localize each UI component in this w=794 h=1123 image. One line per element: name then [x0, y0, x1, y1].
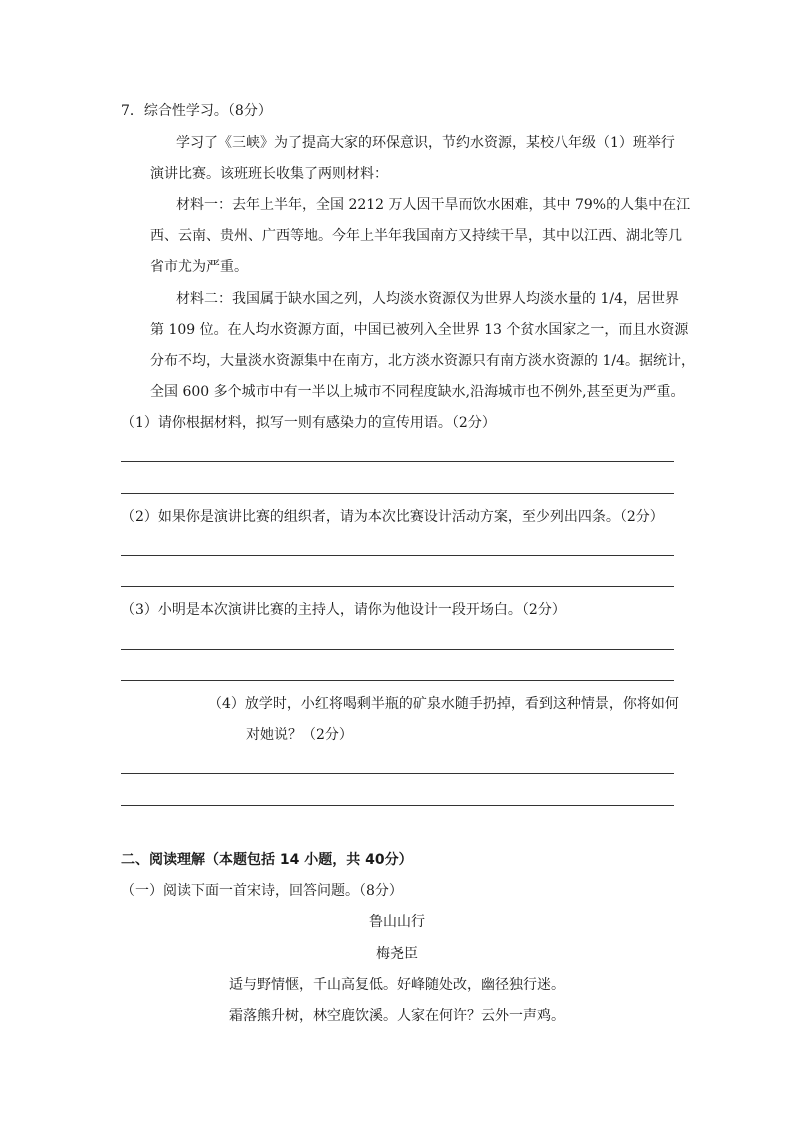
sub-question-4-line-1: （4）放学时，小红将喝剩半瓶的矿泉水随手扔掉，看到这种情景，你将如何 — [208, 696, 679, 712]
sub-question-4-line-2: 对她说？（2分） — [246, 727, 353, 743]
answer-line[interactable] — [121, 649, 674, 650]
answer-line[interactable] — [121, 461, 674, 462]
answer-line[interactable] — [121, 805, 674, 806]
poem-line-1: 适与野情惬，千山高复低。好峰随处改，幽径独行迷。 — [229, 977, 565, 993]
material-1-line-2: 西、云南、贵州、广西等地。今年上半年我国南方又持续干旱，其中以江西、湖北等几 — [150, 228, 682, 244]
question-7-intro-line-2: 演讲比赛。该班班长收集了两则材料： — [150, 166, 388, 182]
answer-line[interactable] — [121, 493, 674, 494]
material-1-line-1: 材料一：去年上半年，全国 2212 万人因干旱而饮水困难，其中 79%的人集中在江 — [176, 197, 691, 213]
material-2-line-1: 材料二：我国属于缺水国之列，人均淡水资源仅为世界人均淡水量的 1/4，居世界 — [176, 291, 679, 307]
section-2-part-1-instruction: （一）阅读下面一首宋诗，回答问题。（8分） — [121, 883, 403, 899]
question-7-intro-line-1: 学习了《三峡》为了提高大家的环保意识，节约水资源，某校八年级（1）班举行 — [176, 135, 675, 151]
material-2-line-2: 第 109 位。在人均水资源方面，中国已被列入全世界 13 个贫水国家之一，而且水资源 — [150, 322, 689, 338]
poem-author: 梅尧臣 — [376, 946, 418, 962]
material-2-line-3: 分布不均，大量淡水资源集中在南方，北方淡水资源只有南方淡水资源的 1/4。据统计， — [150, 353, 695, 369]
poem-title: 鲁山山行 — [369, 914, 425, 930]
section-2-heading: 二、阅读理解（本题包括 14 小题，共 40分） — [121, 852, 413, 868]
answer-line[interactable] — [121, 555, 674, 556]
answer-line[interactable] — [121, 586, 674, 587]
question-7-heading: 7．综合性学习。（8分） — [121, 103, 272, 119]
material-1-line-3: 省市尤为严重。 — [150, 259, 248, 275]
answer-line[interactable] — [121, 680, 674, 681]
sub-question-1: （1）请你根据材料，拟写一则有感染力的宣传用语。（2分） — [121, 415, 496, 431]
answer-line[interactable] — [121, 773, 674, 774]
sub-question-3: （3）小明是本次演讲比赛的主持人，请你为他设计一段开场白。（2分） — [121, 602, 566, 618]
poem-line-2: 霜落熊升树，林空鹿饮溪。人家在何许？云外一声鸡。 — [229, 1008, 565, 1024]
sub-question-2: （2）如果你是演讲比赛的组织者，请为本次比赛设计活动方案，至少列出四条。（2分） — [121, 509, 664, 525]
material-2-line-4: 全国 600 多个城市中有一半以上城市不同程度缺水,沿海城市也不例外,甚至更为严重。 — [150, 384, 685, 400]
